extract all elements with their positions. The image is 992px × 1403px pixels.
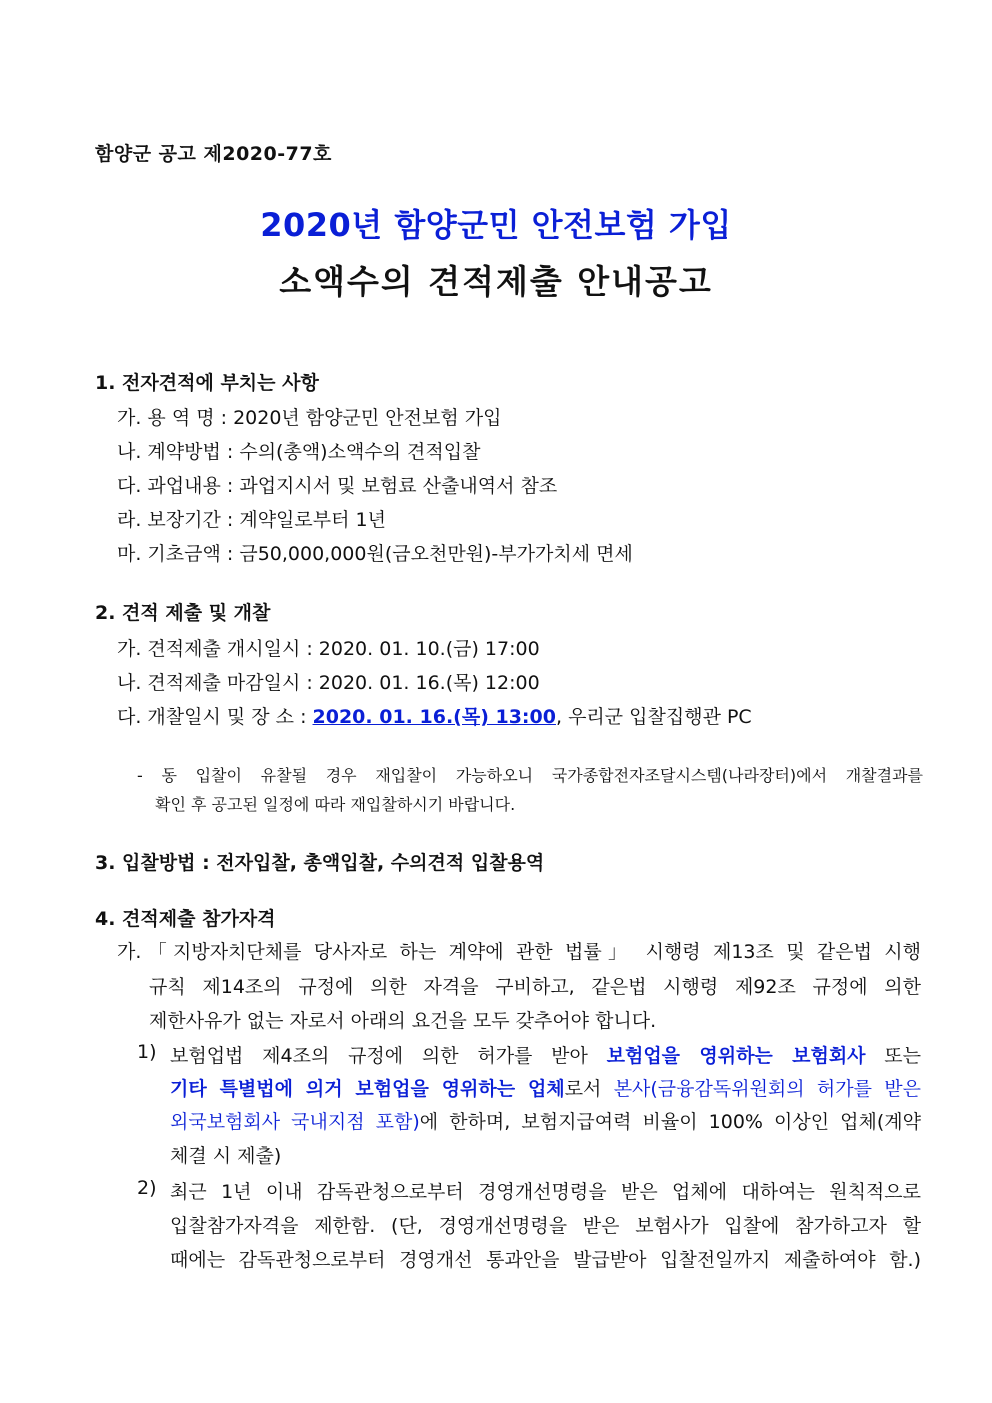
- s2-item-na: [117, 668, 540, 695]
- title-line-2: 소액수의 견적제출 안내공고: [279, 262, 713, 301]
- s1-item-value: 2020년 함양군민 안전보험 가입: [233, 407, 502, 429]
- item1-text: 보험업법 제4조의 규정에 의한 허가를 받아: [170, 1045, 607, 1067]
- special-law-emphasis: 기타 특별법에 의거 보험업을 영위하는 업체: [170, 1078, 565, 1100]
- s4-item1-line-4: 체결 시 제출): [170, 1145, 282, 1167]
- s1-item-value: 금50,000,000원(금오천만원)-부가가치세 면세: [239, 543, 633, 565]
- section-1-heading: 1. 전자견적에 부치는 사항: [95, 372, 319, 394]
- s1-item-ma: [117, 539, 633, 566]
- s4-ga-line-2: 규칙 제14조의 규정에 의한 자격을 구비하고, 같은법 시행령 제92조 규정에 의한: [149, 976, 921, 998]
- s4-item1-label: 1): [137, 1041, 157, 1063]
- s1-item-key: 나. 계약방법: [117, 441, 221, 463]
- s2-item-key: 가. 견적제출 개시일시: [117, 638, 301, 660]
- s1-item-ga: [117, 403, 501, 430]
- separator: :: [294, 706, 313, 728]
- s1-item-value: 과업지시서 및 보험료 산출내역서 참조: [239, 475, 558, 497]
- s4-item2-line-2: 입찰참가자격을 제한함. (단, 경영개선명령을 받은 보험사가 입찰에 참가하고자 할: [170, 1215, 921, 1237]
- headquarters-note-cont: 외국보험회사 국내지점 포함): [170, 1111, 420, 1133]
- s2-item-key: 다. 개찰일시 및 장 소: [117, 706, 295, 728]
- s4-ga-line-3: 제한사유가 없는 자로서 아래의 요건을 모두 갖추어야 합니다.: [149, 1010, 657, 1032]
- separator: :: [220, 543, 240, 565]
- bid-open-datetime: 2020. 01. 16.(목) 13:00: [312, 706, 556, 728]
- section-2-heading: 2. 견적 제출 및 개찰: [95, 602, 271, 624]
- separator: :: [214, 407, 234, 429]
- separator: :: [300, 638, 319, 660]
- s2-item-key: 나. 견적제출 마감일시: [117, 672, 301, 694]
- s2-item-value: 2020. 01. 10.(금) 17:00: [318, 638, 540, 660]
- s4-item1-line-2: [170, 1074, 921, 1101]
- s1-item-da: [117, 471, 557, 498]
- rebid-note-line-2: 확인 후 공고된 일정에 따라 재입찰하시기 바랍니다.: [155, 795, 516, 814]
- s2-item-ga: [117, 634, 540, 661]
- separator: :: [300, 672, 319, 694]
- s1-item-value: 계약일로부터 1년: [239, 509, 386, 531]
- s1-item-key: 마. 기초금액: [117, 543, 221, 565]
- s1-item-na: [117, 437, 480, 464]
- s2-item-value: 2020. 01. 16.(목) 12:00: [318, 672, 540, 694]
- section-3-heading: 3. 입찰방법 : 전자입찰, 총액입찰, 수의견적 입찰용역: [95, 852, 545, 874]
- separator: :: [220, 441, 240, 463]
- section-4-heading: 4. 견적제출 참가자격: [95, 908, 276, 930]
- s4-ga-label: 가.: [117, 941, 142, 963]
- s1-item-key: 라. 보장기간: [117, 509, 221, 531]
- s4-item2-line-1: 최근 1년 이내 감독관청으로부터 경영개선명령을 받은 업체에 대하여는 원칙적으로: [170, 1181, 921, 1203]
- title-line-1: 2020년 함양군민 안전보험 가입: [260, 206, 732, 244]
- separator: :: [220, 475, 240, 497]
- s1-item-ra: [117, 505, 386, 532]
- bid-open-place: , 우리군 입찰집행관 PC: [555, 706, 752, 728]
- s4-ga-text: 「지방자치단체를 당사자로 하는 계약에 관한 법률」 시행령 제13조 및 같은법 시행: [141, 941, 921, 963]
- headquarters-note: 본사(금융감독위원회의 허가를 받은: [613, 1078, 921, 1100]
- s4-item2-label: 2): [137, 1177, 157, 1199]
- item1-text: 에 한하며, 보험지급여력 비율이 100% 이상인 업체(계약: [419, 1111, 921, 1133]
- notice-number: 함양군 공고 제2020-77호: [95, 143, 332, 165]
- s4-item2-line-3: 때에는 감독관청으로부터 경영개선 통과안을 발급받아 입찰전일까지 제출하여야 함.): [170, 1249, 921, 1271]
- item1-text: 로서: [564, 1078, 614, 1100]
- item1-text: 또는: [865, 1045, 921, 1067]
- s1-item-value: 수의(총액)소액수의 견적입찰: [239, 441, 481, 463]
- s1-item-key: 다. 과업내용: [117, 475, 221, 497]
- s4-item1-line-1: [170, 1041, 921, 1068]
- separator: :: [220, 509, 240, 531]
- s2-item-da: [117, 702, 752, 729]
- s4-ga-line-1: [117, 937, 921, 964]
- rebid-note-line-1: - 동 입찰이 유찰될 경우 재입찰이 가능하오니 국가종합전자조달시스템(나라장터)에서 개찰결과를: [137, 766, 923, 785]
- s4-item1-line-3: [170, 1107, 921, 1134]
- s1-item-key: 가. 용 역 명: [117, 407, 215, 429]
- insurer-emphasis: 보험업을 영위하는 보험회사: [606, 1045, 866, 1067]
